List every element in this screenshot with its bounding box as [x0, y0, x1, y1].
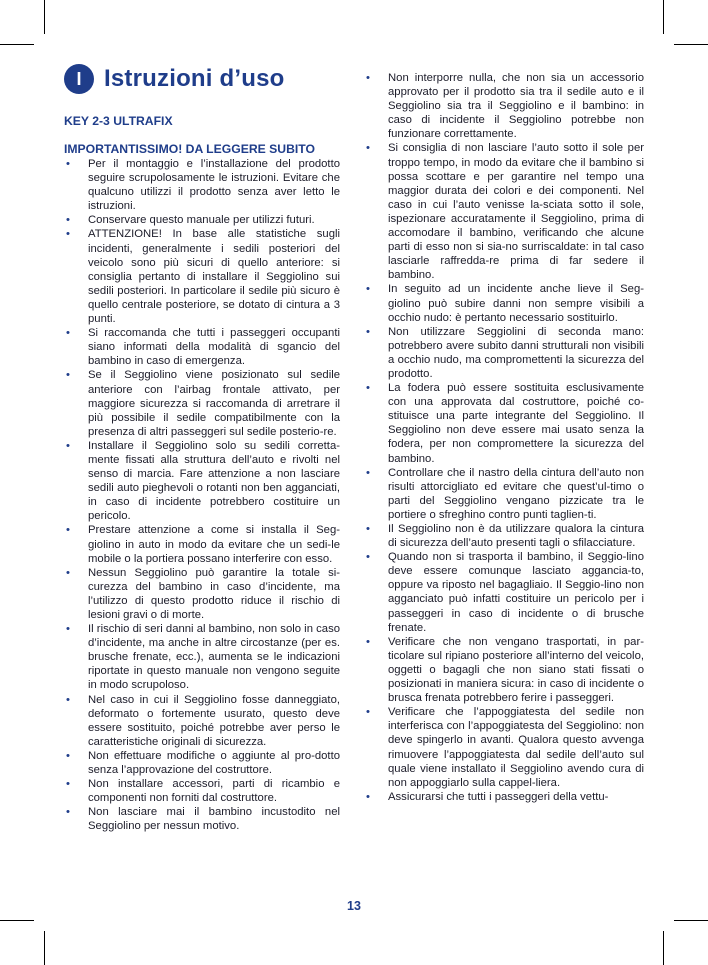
list-item-text: Nessun Seggiolino può garantire la totale si-curezza del bambino in caso d’incidente, ma l’utilizzo di questo prodotto riduce il rischio di lesioni gravi o di morte. [88, 566, 340, 621]
list-item-text: Assicurarsi che tutti i passeggeri della vettu- [388, 790, 609, 803]
crop-mark-right-top [674, 44, 708, 45]
list-item [362, 522, 644, 550]
bullet-marker: • [66, 693, 70, 706]
list-item-text: Verificare che l’appoggiatesta del sedile non interferisca con l’appoggiatesta del Seggiolino: non deve spingerlo in avanti. Qualora questo avvenga rimuovere l’appoggiatesta dal sedile dell’auto sul quale viene installato il Seggiolino avendo cura di non appoggiarlo sulla cappel-liera. [388, 706, 644, 789]
list-item [62, 368, 340, 438]
list-item-text: Si consiglia di non lasciare l’auto sotto il sole per troppo tempo, in modo da evitare che il bambino si possa scottare e per garantire nel tempo una maggior durata dei colori e dei componenti. Nel caso in cui l’auto venisse la-sciata sotto il sole, ispezionare accuratamente il Seggiolino, prima di accomodare il bambino, verificando che alcune parti di esso non si sia-no surriscaldate: in tal caso lasciarle raffredda-re prima di far sedere il bambino. [388, 142, 644, 282]
right-column-list [362, 71, 644, 804]
list-item [362, 71, 644, 141]
list-item [362, 282, 644, 324]
list-item-text: Controllare che il nastro della cintura dell’auto non risulti attorcigliato ed evitare che quest’ul-timo o parti del Seggiolino vengano pizzicate tra le portiere o sfreghino contro punti taglien-ti. [388, 466, 644, 521]
list-item [362, 635, 644, 705]
list-item-text: In seguito ad un incidente anche lieve il Seg-giolino può subire danni non sempre visibili a occhio nudo: è pertanto necessario sostituirlo. [388, 283, 644, 324]
page-number: 13 [347, 899, 361, 913]
list-item-text: Il Seggiolino non è da utilizzare qualora la cintura di sicurezza dell’auto presenti tagli o sfilacciature. [388, 523, 644, 550]
list-item-text: Installare il Seggiolino solo su sedili corretta-mente fissati alla struttura dell’auto e rivolti nel senso di marcia. Fare attenzione a non lasciare sedili auto pieghevoli o rotanti non ben agganciati, in caso di incidente potrebbero costituire un pericolo. [88, 439, 340, 523]
crop-mark-top-left [44, 0, 45, 34]
list-item [62, 227, 340, 326]
bullet-marker: • [366, 466, 370, 479]
list-item [62, 777, 340, 805]
list-item-text: Quando non si trasporta il bambino, il Seggio-lino deve essere comunque lasciato aggancia-to, oppure va riposto nel bagagliaio. Il Seggio-lino non agganciato può infatti costituire un pericolo per i passeggeri in caso di incidente o di brusche frenate. [388, 551, 644, 634]
bullet-marker: • [66, 524, 70, 537]
list-item [362, 466, 644, 522]
bullet-marker: • [366, 635, 370, 648]
list-item-text: Nel caso in cui il Seggiolino fosse danneggiato, deformato o fortemente usurato, questo deve essere sostituito, poiché potrebbe aver perso le caratteristiche originali di sicurezza. [88, 693, 340, 748]
bullet-marker: • [366, 523, 370, 535]
list-item [362, 325, 644, 381]
list-item-text: Non interporre nulla, che non sia un accessorio approvato per il prodotto sia tra il sedile auto e il Seggiolino sia tra il Seggiolino e il bambino: in caso di incidente il Seggiolino potrebbe non funzionare correttamente. [388, 72, 644, 141]
crop-mark-left-top [0, 44, 34, 45]
left-column-list [62, 157, 340, 834]
bullet-marker: • [66, 806, 70, 819]
product-name: KEY 2-3 ULTRAFIX [64, 114, 173, 128]
list-item-text: Verificare che non vengano trasportati, in par-ticolare sul ripiano posteriore all’interno del veicolo, oggetti o bagagli che non siano stati fissati o posizionati in maniera sicura: in caso di incidente o brusca frenata potrebbero ferire i passeggeri. [388, 635, 644, 705]
list-item-text: Non lasciare mai il bambino incustodito nel Seggiolino per nessun motivo. [88, 806, 340, 833]
bullet-marker: • [66, 623, 70, 636]
section-letter-badge: I [64, 64, 94, 94]
list-item [62, 439, 340, 524]
list-item-text: Non effettuare modifiche o aggiunte al pro-dotto senza l’approvazione del costruttore. [88, 749, 340, 777]
list-item-text: Non utilizzare Seggiolini di seconda mano: potrebbero avere subito danni strutturali non visibili a occhio nudo, ma compromettenti la sicurezza del prodotto. [388, 325, 644, 380]
bullet-marker: • [366, 382, 370, 395]
bullet-marker: • [66, 369, 70, 382]
list-item [62, 326, 340, 368]
list-item [362, 550, 644, 635]
list-item [362, 790, 644, 804]
bullet-marker: • [366, 142, 370, 155]
list-item-text: La fodera può essere sostituita esclusivamente con una approvata dal costruttore, poiché co-stituisce una parte integrante del Seggiolino. Il Seggiolino non deve essere mai usato senza la fodera, per non compromettere la sicurezza del bambino. [388, 382, 644, 465]
bullet-marker: • [366, 72, 370, 84]
warning-heading: IMPORTANTISSIMO! DA LEGGERE SUBITO [64, 142, 315, 156]
list-item-text: Prestare attenzione a come si installa il Seg-giolino in auto in modo da evitare che un sedi-le mobile o la portiera possano interferire con esso. [88, 524, 340, 565]
list-item [62, 213, 340, 227]
list-item [62, 523, 340, 565]
bullet-marker: • [66, 228, 70, 241]
list-item-text: Il rischio di seri danni al bambino, non solo in caso d’incidente, ma anche in altre circostanze (per es. brusche frenate, ecc.), aumenta se le indicazioni riportate in questo manuale non vengono seguite in modo scrupoloso. [88, 623, 340, 692]
bullet-marker: • [66, 214, 70, 227]
bullet-marker: • [66, 158, 70, 170]
bullet-marker: • [366, 325, 370, 338]
list-item [362, 381, 644, 466]
crop-mark-right-bottom [674, 920, 708, 921]
crop-mark-top-right [663, 0, 664, 34]
crop-mark-left-bottom [0, 920, 34, 921]
list-item-text: Conservare questo manuale per utilizzi futuri. [88, 214, 315, 227]
list-item-text: Se il Seggiolino viene posizionato sul sedile anteriore con l’airbag frontale attivato, per maggiore sicurezza si raccomanda di arretrare il più possibile il sedile compatibilmente con la presenza di altri passeggeri sul sedile posterio-re. [88, 369, 340, 438]
list-item [62, 622, 340, 692]
list-item [62, 749, 340, 777]
list-item [362, 705, 644, 790]
list-item-text: Si raccomanda che tutti i passeggeri occupanti siano informati della modalità di sgancio del bambino in caso di emergenza. [88, 327, 340, 368]
list-item [62, 566, 340, 622]
list-item-text: ATTENZIONE! In base alle statistiche sugli incidenti, generalmente i sedili posteriori del veicolo sono più sicuri di quello anteriore: si consiglia pertanto di installare il Seggiolino sui sedili posteriori. In particolare il sedile più sicuro è quello centrale posteriore, se dotato di cintura a 3 punti. [88, 228, 340, 326]
bullet-marker: • [366, 706, 370, 719]
crop-mark-bottom-right [663, 931, 664, 965]
list-item [362, 141, 644, 282]
bullet-marker: • [66, 749, 70, 762]
list-item [62, 805, 340, 833]
page-title: Istruzioni d’uso [104, 65, 285, 92]
bullet-marker: • [66, 439, 70, 452]
bullet-marker: • [366, 551, 370, 564]
bullet-marker: • [66, 778, 70, 791]
bullet-marker: • [366, 790, 370, 803]
list-item-text: Non installare accessori, parti di ricambio e componenti non forniti dal costruttore. [88, 778, 340, 805]
section-header [64, 64, 285, 94]
list-item [62, 693, 340, 749]
list-item [62, 157, 340, 213]
bullet-marker: • [66, 327, 70, 340]
crop-mark-bottom-left [44, 931, 45, 965]
list-item-text: Per il montaggio e l’installazione del prodotto seguire scrupolosamente le istruzioni. Evitare che qualcuno utilizzi il prodotto senza aver letto le istruzioni. [88, 158, 340, 213]
bullet-marker: • [66, 566, 70, 579]
bullet-marker: • [366, 283, 370, 296]
